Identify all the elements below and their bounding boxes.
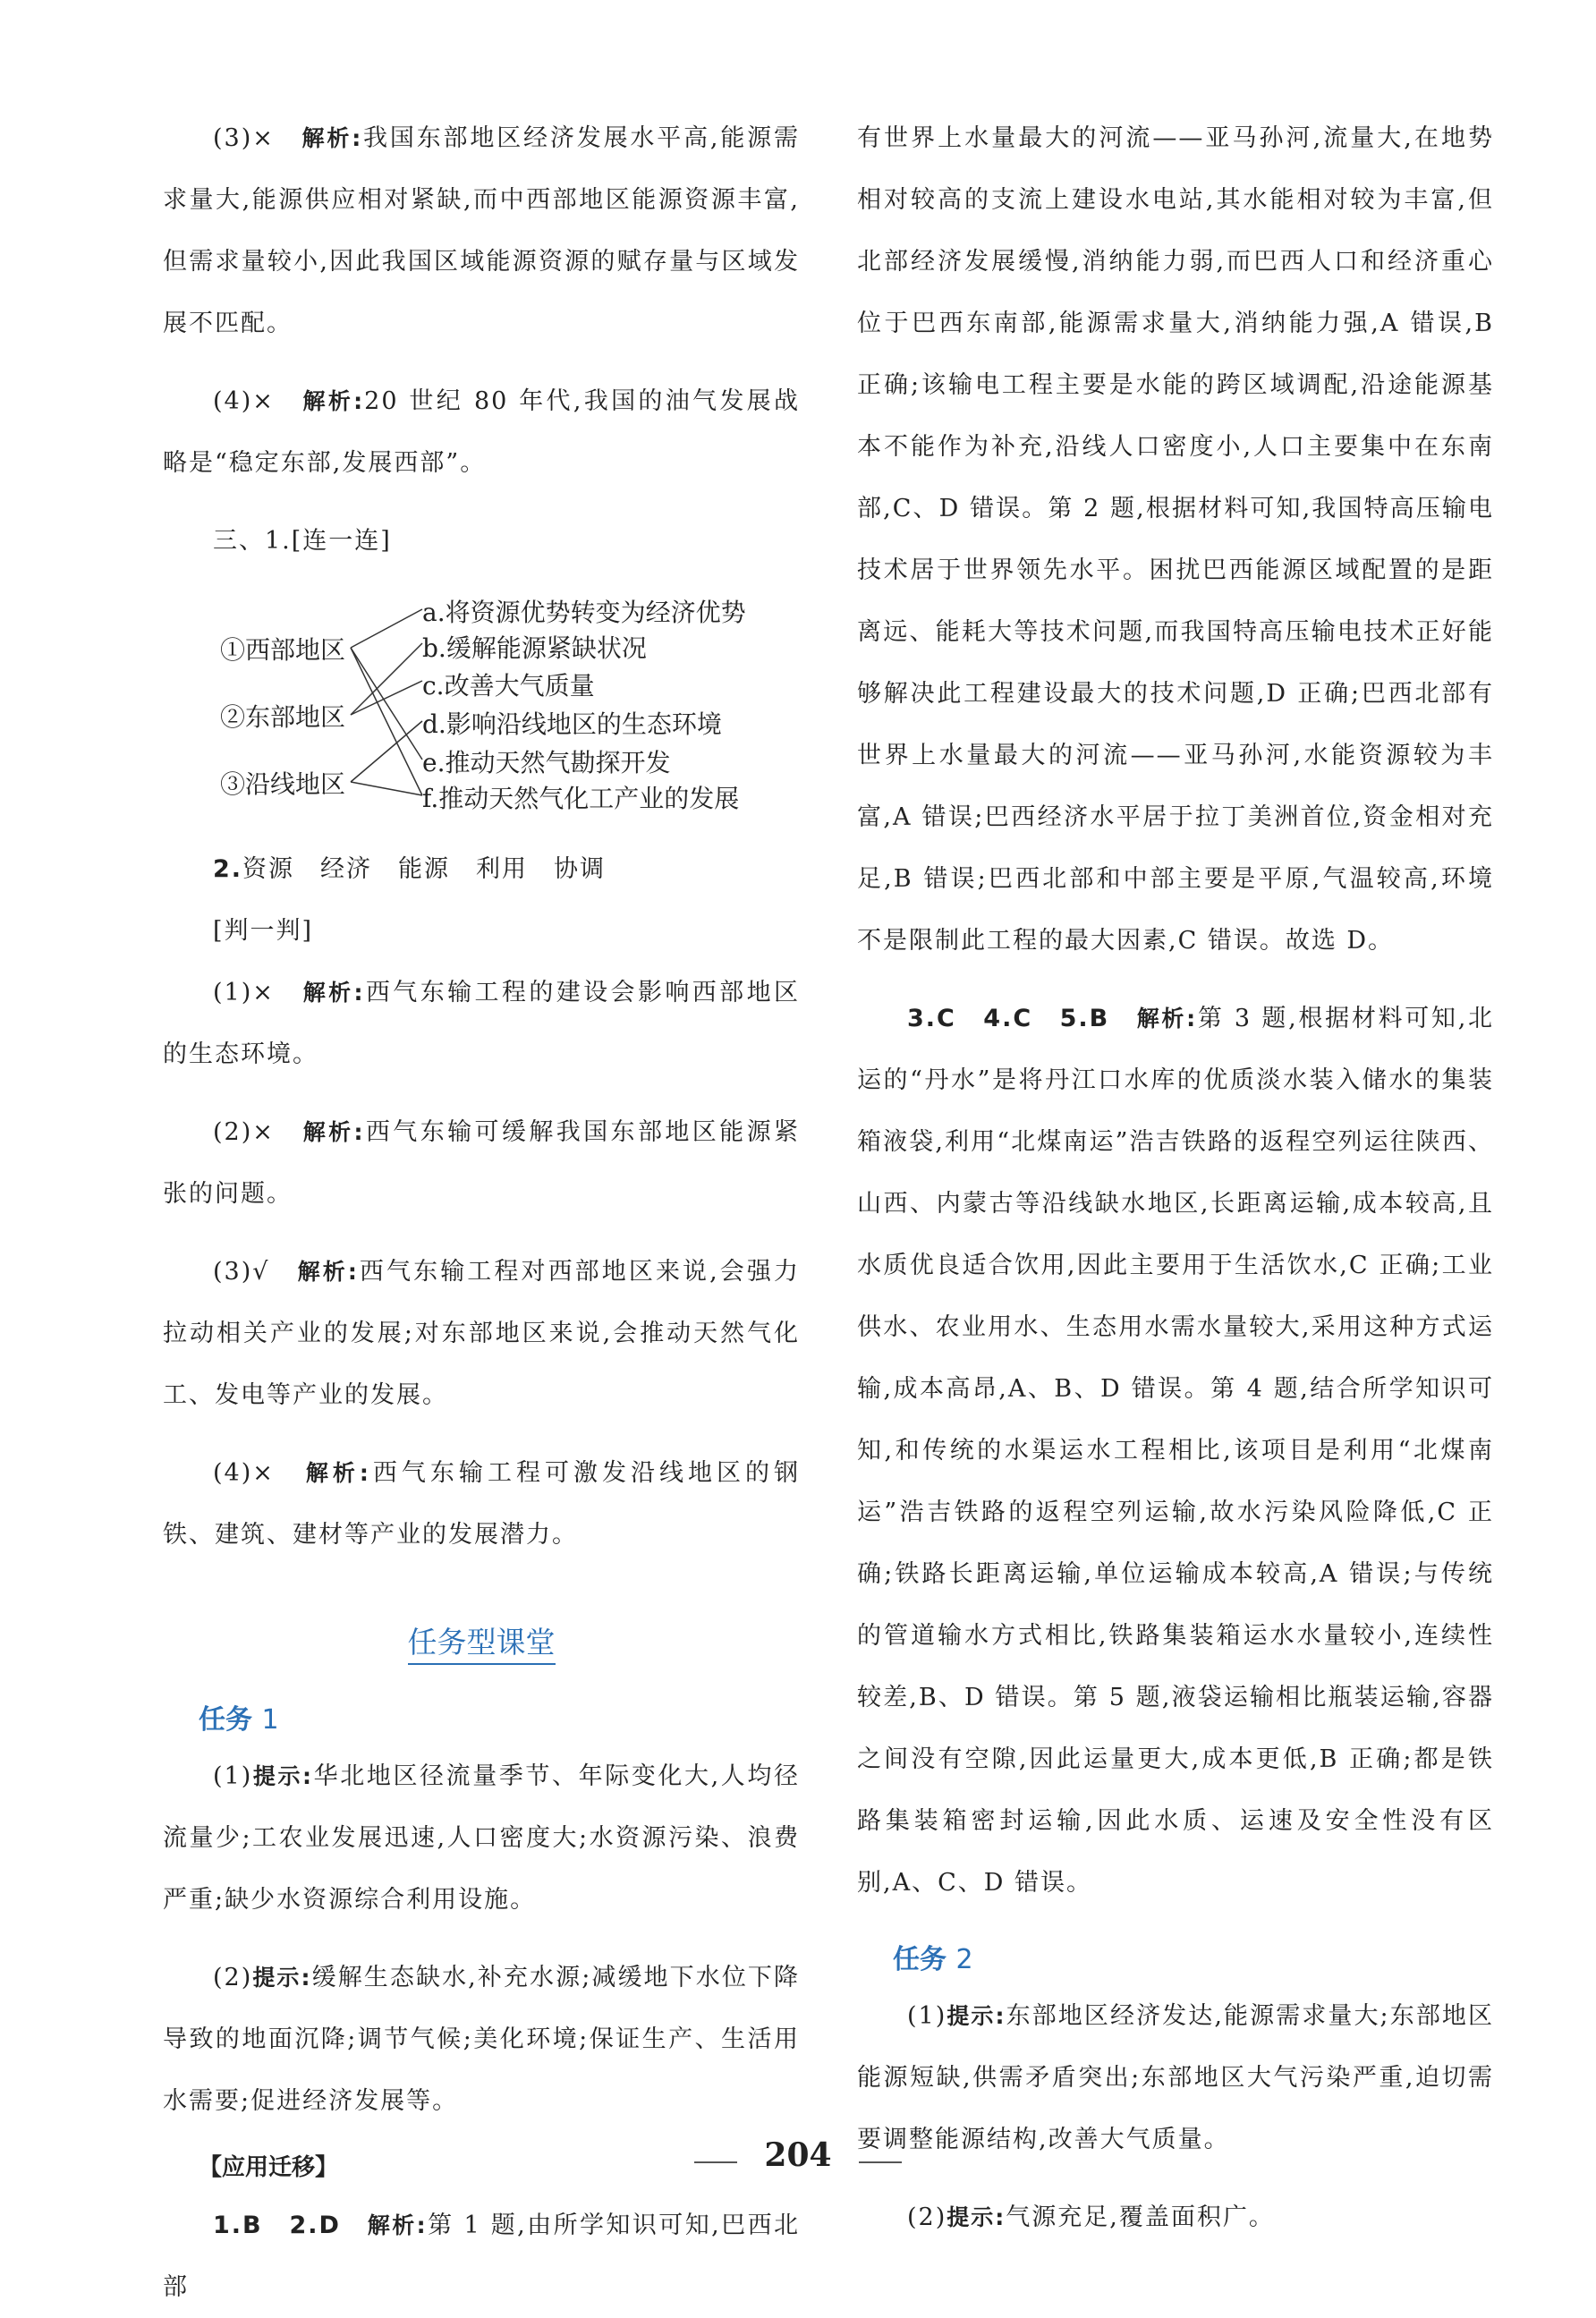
match-right-f: f.推动天然气化工产业的发展	[422, 784, 740, 813]
task-1-heading: 任务 1	[199, 1704, 279, 1736]
fill-blank-answers: 2.资源 经济 能源 利用 协调	[213, 855, 607, 883]
analysis-continued: 有世界上水量最大的河流——亚马孙河,流量大,在地势相对较高的支流上建设水电站,其水能相对较为丰富,但北部经济发展缓慢,消纳能力弱,而巴西人口和经济重心位于巴西东南部,能源需求量大,消纳能力强,A 错误,B 正确;该输电工程主要是水能的跨区域调配,沿途能源基本不能作为补充,沿线人口密度小,人口主要集中在东南部,C、D 错误。第 2 题,根据材料可知,我国特高压输电技术居于世界领先水平。困扰巴西能源区域配置的是距离远、能耗大等技术问题,而我国特高压输电技术正好能够解决此工程建设最大的技术问题,D 正确;巴西北部有世界上水量最大的河流——亚马孙河,水能资源较为丰富,A 错误;巴西经济水平居于拉丁美洲首位,资金相对充足,B 错误;巴西北部和中部主要是平原,气温较高,环境不是限制此工程的最大因素,C 错误。故选 D。	[857, 124, 1494, 955]
task-1-hint-1: (1)提示:华北地区径流量季节、年际变化大,人均径流量少;工农业发展迅速,人口密度大;水资源污染、浪费严重;缺少水资源综合利用设施。	[163, 1762, 800, 1914]
judge-4: (4)× 解析:西气东输工程可激发沿线地区的钢铁、建筑、建材等产业的发展潜力。	[163, 1459, 801, 1549]
judge-1: (1)× 解析:西气东输工程的建设会影响西部地区的生态环境。	[163, 979, 800, 1068]
task-2-hint-1: (1)提示:东部地区经济发达,能源需求量大;东部地区能源短缺,供需矛盾突出;东部地区大气污染严重,迫切需要调整能源结构,改善大气质量。	[857, 2002, 1495, 2153]
page-number-left-rule	[694, 2161, 737, 2163]
left-column	[163, 107, 800, 2318]
page-number: 204	[0, 2136, 1596, 2174]
match-right-c: c.改善大气质量	[422, 671, 595, 700]
judge-heading: [判一判]	[213, 917, 314, 945]
match-right-e: e.推动天然气勘探开发	[422, 748, 671, 777]
apply-heading: 【应用迁移】	[199, 2154, 339, 2181]
task-1-hint-2: (2)提示:缓解生态缺水,补充水源;减缓地下水位下降导致的地面沉降;调节气候;美化环境;保证生产、生活用水需要;促进经济发展等。	[163, 1964, 801, 2115]
analysis-3-5: 3.C 4.C 5.B 解析:第 3 题,根据材料可知,北运的“丹水”是将丹江口水库的优质淡水装入储水的集装箱液袋,利用“北煤南运”浩吉铁路的返程空列运往陕西、山西、内蒙古等沿线缺水地区,长距离运输,成本较高,且水质优良适合饮用,因此主要用于生活饮水,C 正确;工业供水、农业用水、生态用水需水量较大,采用这种方式运输,成本高昂,A、B、D 错误。第 4 题,结合所学知识可知,和传统的水渠运水工程相比,该项目是利用“北煤南运”浩吉铁路的返程空列运输,故水污染风险降低,C 正确;铁路长距离运输,单位运输成本较高,A 错误;与传统的管道输水方式相比,铁路集装箱运水水量较小,连续性较差,B、D 错误。第 5 题,液袋运输相比瓶装运输,容器之间没有空隙,因此运量更大,成本更低,B 正确;都是铁路集装箱密封运输,因此水质、运速及安全性没有区别,A、C、D 错误。	[857, 1005, 1495, 1897]
match-right-b: b.缓解能源紧缺状况	[422, 633, 647, 663]
task-2-hint-2: (2)提示:气源充足,覆盖面积广。	[907, 2203, 1275, 2231]
apply-answers-1-2: 1.B 2.D 解析:第 1 题,由所学知识可知,巴西北部	[163, 2212, 800, 2301]
right-column	[857, 107, 1494, 2248]
matching-diagram	[163, 581, 800, 822]
match-left-route: ③沿线地区	[220, 769, 346, 799]
paragraph-analysis-3: (3)× 解析:我国东部地区经济发展水平高,能源需求量大,能源供应相对紧缺,而中西部地区能源资源丰富,但需求量较小,因此我国区域能源资源的赋存量与区域发展不匹配。	[163, 124, 800, 337]
task-2-heading: 任务 2	[893, 1944, 973, 1975]
judge-2: (2)× 解析:西气东输可缓解我国东部地区能源紧张的问题。	[163, 1118, 800, 1208]
section-title: 任务型课堂	[163, 1619, 800, 1661]
page-number-right-rule	[859, 2161, 902, 2163]
paragraph-analysis-4: (4)× 解析:20 世纪 80 年代,我国的油气发展战略是“稳定东部,发展西部”。	[163, 387, 800, 477]
match-left-east: ②东部地区	[220, 702, 346, 732]
match-right-d: d.影响沿线地区的生态环境	[422, 709, 722, 739]
section-matching-heading: 三、1.[连一连]	[213, 527, 392, 555]
judge-3: (3)√ 解析:西气东输工程对西部地区来说,会强力拉动相关产业的发展;对东部地区来说,会推动天然气化工、发电等产业的发展。	[163, 1258, 800, 1409]
match-right-a: a.将资源优势转变为经济优势	[422, 598, 746, 627]
match-left-west: ①西部地区	[220, 635, 346, 665]
